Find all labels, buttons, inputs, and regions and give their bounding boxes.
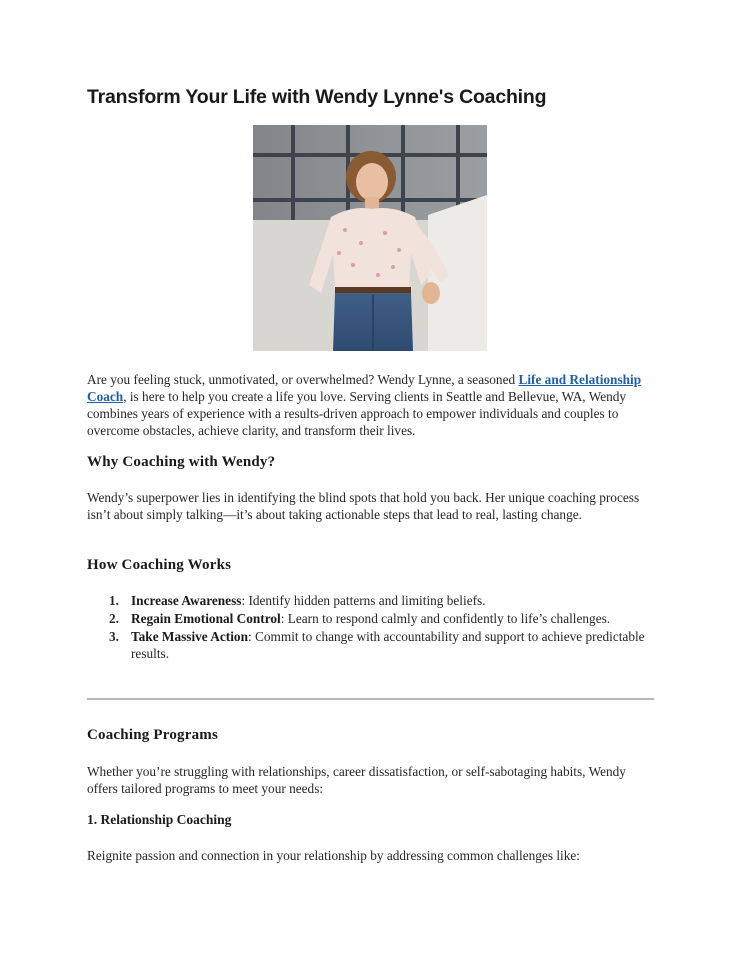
life-relationship-coach-link[interactable]: Life and Relationship Coach bbox=[87, 372, 642, 404]
list-item bbox=[87, 628, 654, 662]
coaching-programs-paragraph: Whether you’re struggling with relationships, career dissatisfaction, or self-sabotaging habits, Wendy offers tailored programs to meet your needs: bbox=[87, 764, 626, 796]
why-coaching-paragraph: Wendy’s superpower lies in identifying the blind spots that hold you back. Her unique coaching process isn’t about simply talking—it’s about taking actionable steps that lead to real, lasting change. bbox=[87, 490, 640, 522]
relationship-coaching-paragraph: Reignite passion and connection in your relationship by addressing common challenges like: bbox=[87, 848, 580, 863]
how-coaching-heading: How Coaching Works bbox=[87, 557, 232, 573]
why-coaching-heading: Why Coaching with Wendy? bbox=[87, 454, 276, 470]
step-number: 1. bbox=[109, 593, 119, 608]
list-item bbox=[87, 610, 654, 627]
coaching-programs-heading: Coaching Programs bbox=[87, 727, 219, 743]
how-coaching-steps-list bbox=[87, 592, 654, 663]
step-desc: : Learn to respond calmly and confidently to life’s challenges. bbox=[280, 611, 611, 626]
step-term: Take Massive Action bbox=[131, 629, 248, 644]
intro-paragraph bbox=[87, 371, 654, 439]
relationship-coaching-heading: 1. Relationship Coaching bbox=[87, 812, 232, 827]
section-divider bbox=[87, 698, 654, 700]
step-term: Increase Awareness bbox=[131, 593, 242, 608]
page-title: Transform Your Life with Wendy Lynne's Coaching bbox=[87, 86, 547, 108]
intro-text-before: Are you feeling stuck, unmotivated, or overwhelmed? Wendy Lynne, a seasoned bbox=[87, 372, 519, 387]
list-item bbox=[87, 592, 654, 609]
coach-portrait-image bbox=[253, 125, 487, 351]
coach-photo bbox=[253, 125, 487, 351]
step-desc: : Commit to change with accountability and support to achieve predictable results. bbox=[131, 629, 645, 661]
step-term: Regain Emotional Control bbox=[131, 611, 281, 626]
step-number: 3. bbox=[109, 629, 119, 644]
intro-text-after: , is here to help you create a life you love. Serving clients in Seattle and Bellevue, WA, Wendy combines years of experience with a results-driven approach to empower individuals and couples to overcome obstacles, achieve clarity, and transform their lives. bbox=[87, 389, 627, 438]
step-number: 2. bbox=[109, 611, 119, 626]
step-desc: : Identify hidden patterns and limiting beliefs. bbox=[241, 593, 486, 608]
